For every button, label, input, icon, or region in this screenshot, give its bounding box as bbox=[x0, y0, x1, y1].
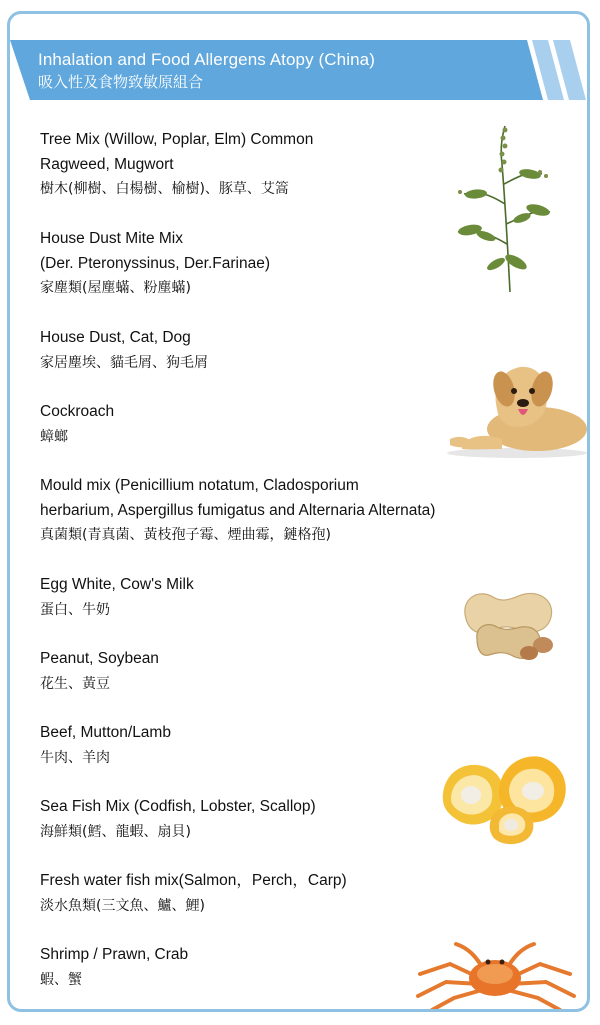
item-name-en: Tree Mix (Willow, Poplar, Elm) Common bbox=[40, 131, 314, 148]
item-name-en: House Dust Mite Mix bbox=[40, 230, 183, 247]
scallop-image bbox=[435, 749, 575, 847]
item-name-zh: 蛋白、牛奶 bbox=[40, 601, 110, 618]
item-name-zh: 淡水魚類(三文魚、鱸、鯉) bbox=[40, 897, 205, 914]
item-name-en: Shrimp / Prawn, Crab bbox=[40, 946, 189, 963]
item-name-en: Cockroach bbox=[40, 403, 115, 420]
item-name-zh: 樹木(柳樹、白楊樹、榆樹)、豚草、艾篙 bbox=[40, 181, 289, 197]
item-name-zh: 真菌類(青真菌、黃枝孢子霉、煙曲霉，鏈格孢) bbox=[40, 527, 331, 543]
peanut-image bbox=[455, 569, 565, 664]
item-name-zh: 牛肉、羊肉 bbox=[40, 749, 110, 766]
header-banner bbox=[10, 40, 587, 112]
item-name-en: Mould mix (Penicillium notatum, Cladosporium bbox=[40, 477, 359, 494]
list-item bbox=[40, 869, 510, 918]
item-name-zh: 蟑螂 bbox=[40, 428, 68, 445]
allergen-card bbox=[7, 11, 590, 1012]
crab-image bbox=[410, 934, 582, 1012]
list-item bbox=[40, 573, 510, 622]
list-item bbox=[40, 326, 510, 375]
item-name-en: Egg White, Cow's Milk bbox=[40, 576, 194, 593]
ragweed-plant-image bbox=[450, 124, 555, 292]
item-name-en: Beef, Mutton/Lamb bbox=[40, 724, 171, 741]
item-name-en-cont: Ragweed, Mugwort bbox=[40, 155, 174, 173]
item-name-zh: 家塵類(屋塵蟎、粉塵蟎) bbox=[40, 280, 191, 296]
list-item bbox=[40, 227, 510, 301]
item-name-zh: 海鮮類(鱈、龍蝦、扇貝) bbox=[40, 823, 191, 840]
banner-text bbox=[38, 49, 375, 93]
item-name-en: Sea Fish Mix (Codfish, Lobster, Scallop) bbox=[40, 798, 316, 815]
banner-title-en: Inhalation and Food Allergens Atopy (China) bbox=[38, 50, 375, 69]
list-item bbox=[40, 128, 510, 202]
list-item bbox=[40, 474, 510, 548]
list-item bbox=[40, 647, 510, 696]
item-name-zh: 花生、黃豆 bbox=[40, 675, 110, 692]
item-name-en: House Dust, Cat, Dog bbox=[40, 329, 191, 346]
dog-image bbox=[442, 349, 590, 459]
list-item bbox=[40, 400, 510, 449]
item-name-en-cont: (Der. Pteronyssinus, Der.Farinae) bbox=[40, 254, 271, 272]
item-name-en: Peanut, Soybean bbox=[40, 650, 159, 667]
banner-title-zh: 吸入性及食物致敏原組合 bbox=[38, 73, 204, 91]
item-name-zh: 家居塵埃、貓毛屑、狗毛屑 bbox=[40, 354, 208, 371]
item-name-en: Fresh water fish mix(Salmon，Perch，Carp) bbox=[40, 872, 347, 889]
item-name-zh: 蝦、蟹 bbox=[40, 971, 82, 988]
item-name-en-cont: herbarium, Aspergillus fumigatus and Alternaria Alternata) bbox=[40, 501, 436, 519]
